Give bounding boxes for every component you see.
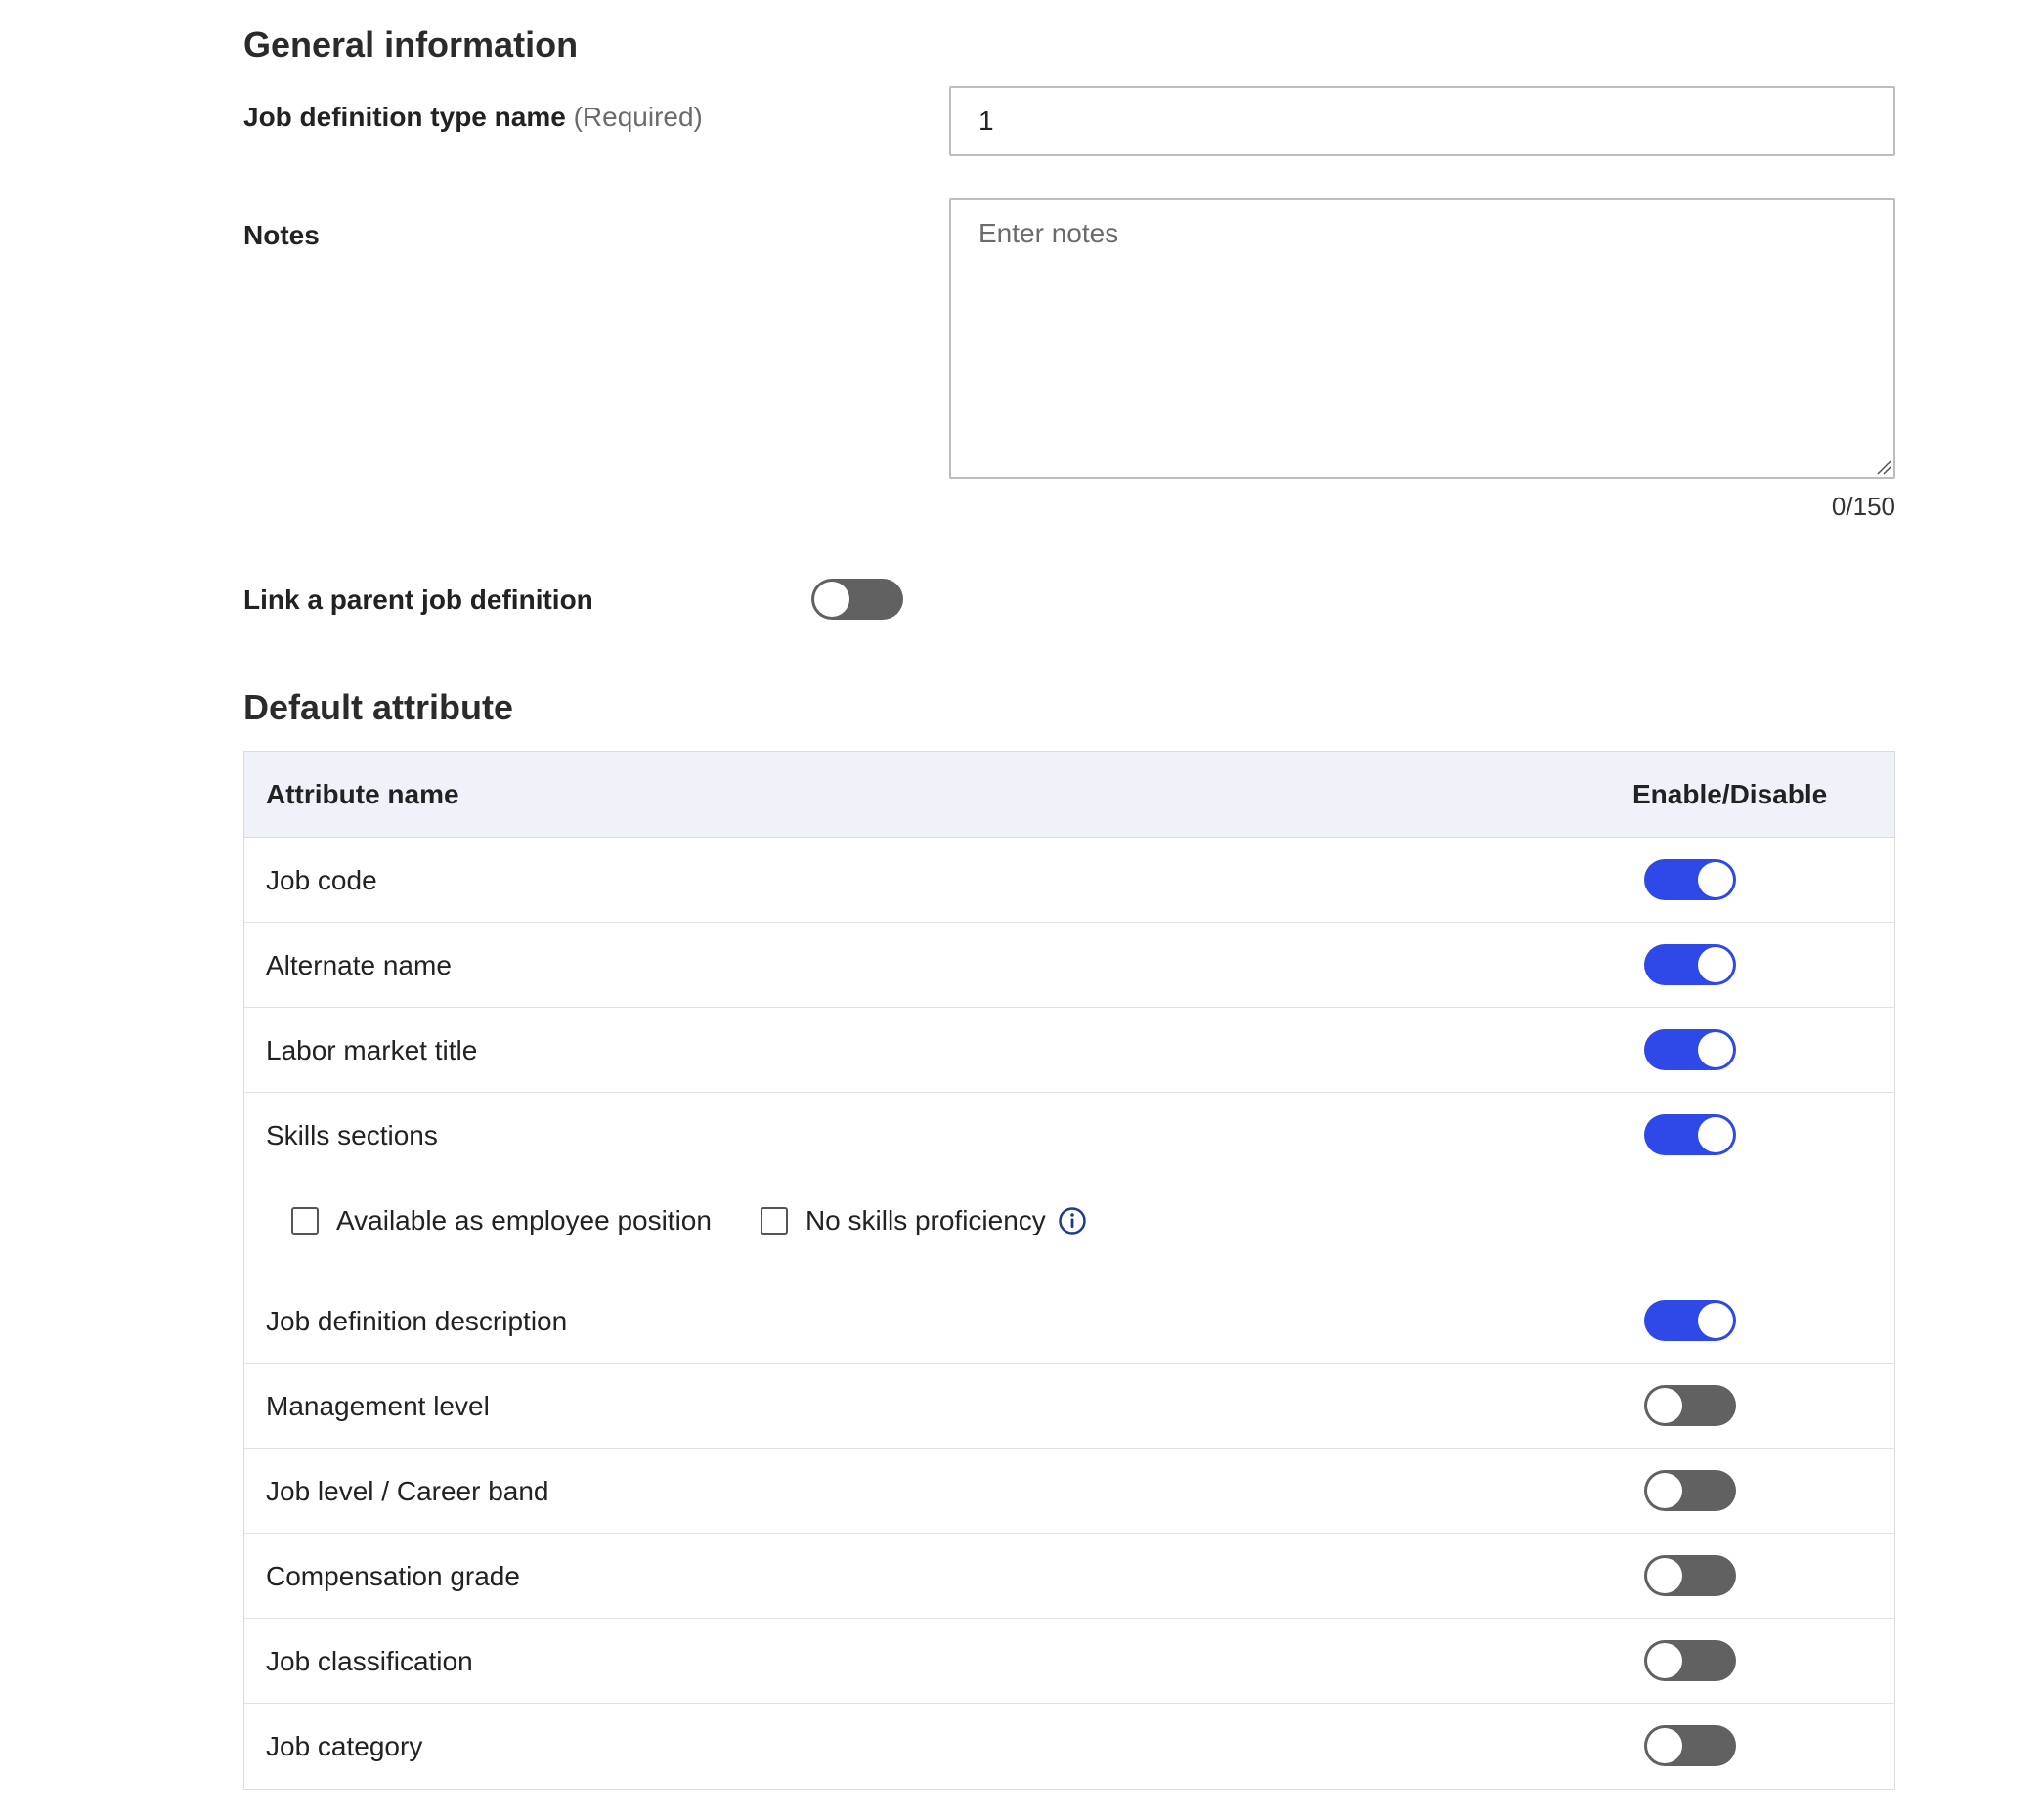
compensation-grade-toggle[interactable] — [1644, 1555, 1736, 1596]
notes-label: Notes — [243, 220, 320, 250]
job-definition-type-name-label — [243, 104, 703, 131]
info-icon[interactable] — [1058, 1206, 1087, 1235]
table-row-labor-market-title — [244, 1008, 1894, 1093]
toggle-knob — [1647, 1643, 1682, 1678]
general-information-heading: General information — [243, 24, 579, 65]
table-row-job-level-career-band — [244, 1449, 1894, 1534]
attribute-label: Job definition description — [266, 1306, 568, 1336]
toggle-knob — [1698, 1032, 1733, 1067]
job-definition-description-toggle[interactable] — [1644, 1300, 1736, 1341]
table-row-compensation-grade — [244, 1534, 1894, 1619]
toggle-knob — [1698, 1117, 1733, 1152]
available-as-employee-position-option[interactable] — [291, 1205, 712, 1236]
required-indicator: (Required) — [573, 102, 703, 132]
default-attribute-table — [243, 751, 1895, 1790]
toggle-knob — [814, 582, 849, 617]
toggle-knob — [1698, 862, 1733, 897]
table-row-job-code — [244, 838, 1894, 923]
toggle-knob — [1647, 1728, 1682, 1763]
skills-sections-toggle[interactable] — [1644, 1114, 1736, 1155]
enable-disable-column-header: Enable/Disable — [1632, 779, 1828, 809]
default-attribute-heading: Default attribute — [243, 687, 514, 727]
job-definition-type-name-label-text: Job definition type name — [243, 102, 566, 132]
management-level-toggle[interactable] — [1644, 1385, 1736, 1426]
attribute-label: Skills sections — [266, 1120, 438, 1150]
attribute-label: Job classification — [266, 1646, 473, 1676]
job-category-toggle[interactable] — [1644, 1725, 1736, 1766]
no-skills-proficiency-option[interactable] — [761, 1205, 1046, 1236]
link-parent-job-definition-label: Link a parent job definition — [243, 585, 593, 615]
attribute-label: Job category — [266, 1731, 423, 1761]
table-row-skills-sections — [244, 1093, 1894, 1278]
toggle-knob — [1698, 1303, 1733, 1338]
attribute-name-column-header: Attribute name — [266, 779, 459, 809]
no-skills-proficiency-checkbox[interactable] — [761, 1207, 788, 1235]
table-row-job-definition-description — [244, 1278, 1894, 1364]
attribute-label: Alternate name — [266, 950, 452, 980]
attribute-label: Job code — [266, 865, 377, 895]
job-classification-toggle[interactable] — [1644, 1640, 1736, 1681]
no-skills-proficiency-label: No skills proficiency — [804, 1205, 1046, 1235]
job-definition-type-name-input[interactable] — [949, 86, 1895, 156]
attribute-label: Management level — [266, 1391, 490, 1421]
attribute-label: Compensation grade — [266, 1561, 520, 1591]
skills-sub-options — [291, 1205, 1087, 1236]
job-level-career-band-toggle[interactable] — [1644, 1470, 1736, 1511]
table-row-alternate-name — [244, 923, 1894, 1008]
notes-character-counter: 0/150 — [1831, 492, 1895, 521]
job-code-toggle[interactable] — [1644, 859, 1736, 900]
table-row-job-category — [244, 1704, 1894, 1789]
resize-handle-icon[interactable] — [1876, 459, 1891, 475]
available-as-employee-position-checkbox[interactable] — [291, 1207, 319, 1235]
table-header — [244, 752, 1894, 838]
attribute-label: Labor market title — [266, 1035, 478, 1065]
toggle-knob — [1647, 1473, 1682, 1508]
toggle-knob — [1698, 947, 1733, 982]
toggle-knob — [1647, 1388, 1682, 1423]
table-row-job-classification — [244, 1619, 1894, 1704]
available-as-employee-position-label: Available as employee position — [336, 1205, 712, 1235]
table-row-management-level — [244, 1364, 1894, 1449]
notes-textarea[interactable] — [949, 198, 1895, 479]
labor-market-title-toggle[interactable] — [1644, 1029, 1736, 1070]
alternate-name-toggle[interactable] — [1644, 944, 1736, 985]
link-parent-job-definition-toggle[interactable] — [811, 579, 903, 620]
attribute-label: Job level / Career band — [266, 1476, 549, 1506]
toggle-knob — [1647, 1558, 1682, 1593]
